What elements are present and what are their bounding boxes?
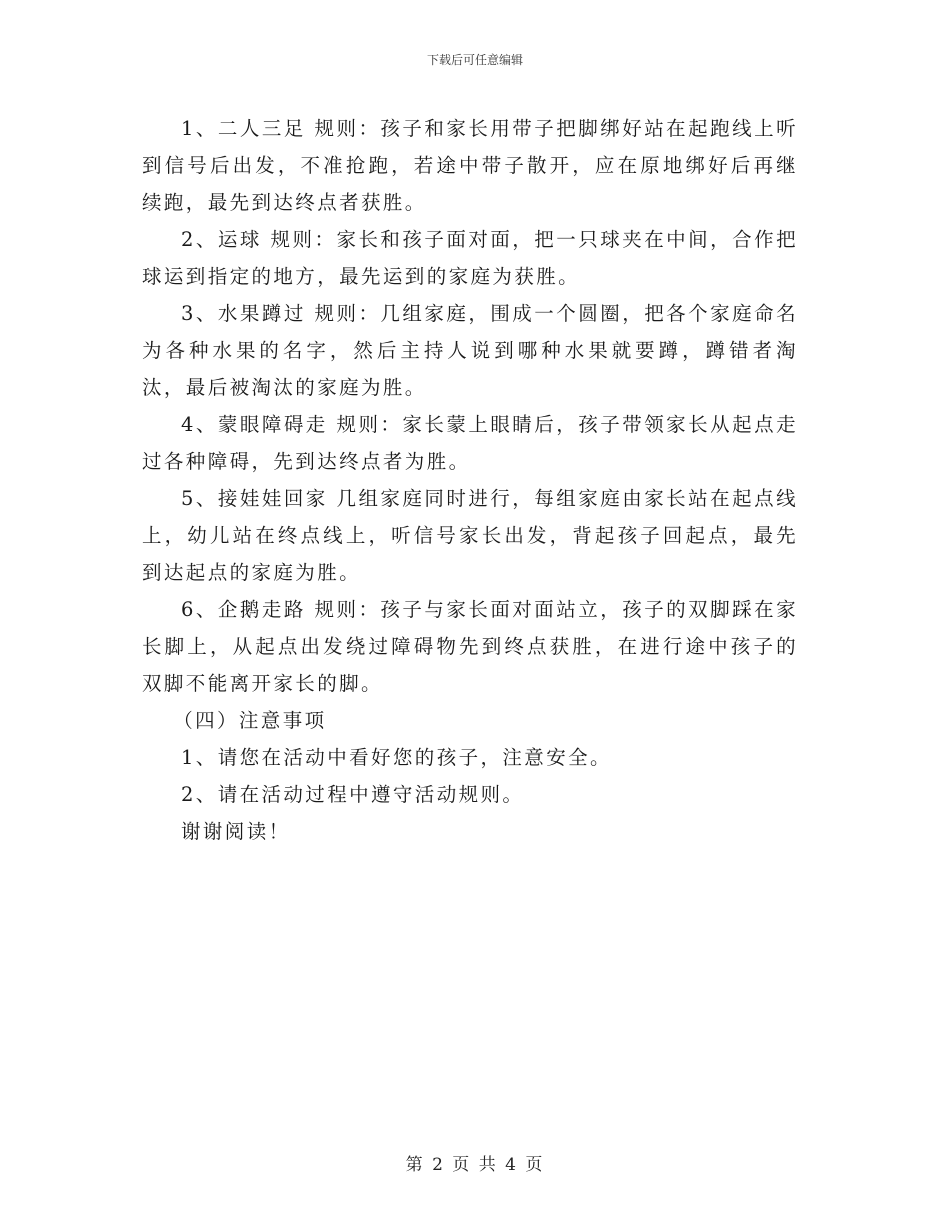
paragraph-rule-6: 6、企鹅走路 规则：孩子与家长面对面站立，孩子的双脚踩在家长脚上，从起点出发绕过障碍物先到终点获胜，在进行途中孩子的双脚不能离开家长的脚。 [142, 598, 798, 695]
paragraph-rule-2: 2、运球 规则：家长和孩子面对面，把一只球夹在中间，合作把球运到指定的地方，最先运到的家庭为获胜。 [142, 228, 798, 288]
note-item-1: 1、请您在活动中看好您的孩子，注意安全。 [181, 746, 612, 769]
section-title-notes: （四）注意事项 [173, 709, 327, 732]
note-item-2: 2、请在活动过程中遵守活动规则。 [181, 783, 525, 806]
paragraph-rule-5: 5、接娃娃回家 几组家庭同时进行，每组家庭由家长站在起点线上，幼儿站在终点线上，听信号家长出发，背起孩子回起点，最先到达起点的家庭为胜。 [142, 487, 798, 584]
page-number: 第 2 页 共 4 页 [405, 1155, 545, 1175]
paragraph-rule-1: 1、二人三足 规则：孩子和家长用带子把脚绑好站在起跑线上听到信号后出发，不准抢跑，若途中带子散开，应在原地绑好后再继续跑，最先到达终点者获胜。 [142, 117, 798, 214]
page-header: 下载后可任意编辑 [426, 53, 523, 67]
paragraph-rule-4: 4、蒙眼障碍走 规则：家长蒙上眼睛后，孩子带领家长从起点走过各种障碍，先到达终点者为胜。 [142, 413, 798, 473]
paragraph-rule-3: 3、水果蹲过 规则：几组家庭，围成一个圆圈，把各个家庭命名为各种水果的名字，然后主持人说到哪种水果就要蹲，蹲错者淘汰，最后被淘汰的家庭为胜。 [142, 302, 798, 399]
document-body [142, 110, 798, 850]
closing-text: 谢谢阅读！ [181, 820, 291, 843]
